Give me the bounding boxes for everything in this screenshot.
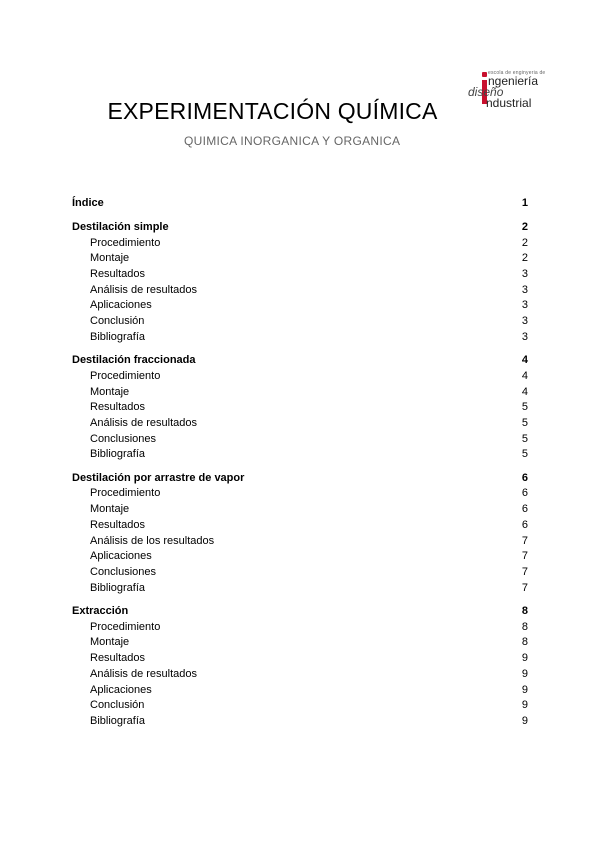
toc-subsection-label: Resultados — [90, 652, 146, 665]
toc-subsection-label: Resultados — [90, 518, 146, 531]
toc-subsection-label: Conclusiones — [90, 565, 157, 578]
toc-subsection-entry[interactable] — [72, 502, 528, 518]
toc-section-page: 4 — [521, 353, 528, 366]
toc-subsection-page: 3 — [521, 314, 528, 327]
toc-subsection-entry[interactable] — [72, 447, 528, 463]
toc-subsection-page: 8 — [521, 620, 528, 633]
toc-subsection-entry[interactable] — [72, 267, 528, 283]
toc-subsection-page: 2 — [521, 236, 528, 249]
toc-section-label: Destilación fraccionada — [72, 353, 196, 366]
toc-subsection-label: Resultados — [90, 267, 146, 280]
toc-subsection-label: Análisis de resultados — [90, 416, 198, 429]
toc-subsection-entry[interactable] — [72, 330, 528, 346]
toc-subsection-page: 3 — [521, 283, 528, 296]
toc-subsection-page: 7 — [521, 565, 528, 578]
toc-subsection-entry[interactable] — [72, 236, 528, 252]
toc-entry-page: 1 — [521, 197, 528, 210]
toc-subsection-entry[interactable] — [72, 518, 528, 534]
logo-word-industrial: ndustrial — [486, 96, 532, 110]
toc-subsection-entry[interactable] — [72, 432, 528, 448]
toc-subsection-entry[interactable] — [72, 683, 528, 699]
toc-subsection-label: Resultados — [90, 401, 146, 414]
toc-subsection-label: Montaje — [90, 636, 130, 649]
toc-section-entry[interactable] — [72, 604, 528, 620]
toc-subsection-entry[interactable] — [72, 416, 528, 432]
toc-section-entry[interactable] — [72, 353, 528, 369]
toc-subsection-page: 8 — [521, 636, 528, 649]
toc-subsection-label: Conclusión — [90, 699, 145, 712]
toc-subsection-label: Montaje — [90, 252, 130, 265]
toc-subsection-page: 9 — [521, 699, 528, 712]
toc-subsection-page: 5 — [521, 448, 528, 461]
toc-subsection-page: 4 — [521, 385, 528, 398]
table-of-contents — [72, 196, 528, 730]
toc-subsection-label: Bibliografía — [90, 714, 146, 727]
toc-subsection-label: Análisis de los resultados — [90, 534, 215, 547]
toc-subsection-entry[interactable] — [72, 635, 528, 651]
toc-subsection-page: 6 — [521, 503, 528, 516]
toc-subsection-page: 5 — [521, 416, 528, 429]
toc-section-entry[interactable] — [72, 470, 528, 486]
toc-subsection-page: 7 — [521, 534, 528, 547]
section-spacer — [72, 596, 528, 604]
toc-subsection-label: Aplicaciones — [90, 683, 152, 696]
toc-subsection-page: 6 — [521, 518, 528, 531]
toc-entry-label: Índice — [72, 197, 104, 210]
toc-subsection-label: Procedimiento — [90, 236, 161, 249]
section-spacer — [72, 463, 528, 471]
toc-subsection-label: Montaje — [90, 503, 130, 516]
toc-subsection-label: Procedimiento — [90, 620, 161, 633]
toc-subsection-entry[interactable] — [72, 667, 528, 683]
toc-subsection-page: 7 — [521, 581, 528, 594]
section-spacer — [72, 345, 528, 353]
toc-subsection-entry[interactable] — [72, 714, 528, 730]
toc-subsection-entry[interactable] — [72, 369, 528, 385]
toc-subsection-page: 4 — [521, 369, 528, 382]
toc-subsection-entry[interactable] — [72, 620, 528, 636]
toc-section-label: Extracción — [72, 604, 129, 617]
toc-subsection-page: 6 — [521, 487, 528, 500]
toc-subsection-entry[interactable] — [72, 251, 528, 267]
toc-subsection-page: 5 — [521, 401, 528, 414]
toc-subsection-entry[interactable] — [72, 298, 528, 314]
toc-subsection-label: Bibliografía — [90, 581, 146, 594]
toc-subsection-page: 3 — [521, 330, 528, 343]
toc-subsection-page: 7 — [521, 550, 528, 563]
toc-subsection-label: Procedimiento — [90, 369, 161, 382]
toc-subsection-page: 9 — [521, 714, 528, 727]
toc-subsection-label: Conclusiones — [90, 432, 157, 445]
toc-sections — [72, 212, 528, 730]
toc-subsection-entry[interactable] — [72, 283, 528, 299]
toc-subsection-entry[interactable] — [72, 651, 528, 667]
toc-subsection-label: Procedimiento — [90, 487, 161, 500]
toc-section-page: 6 — [521, 471, 528, 484]
toc-section-page: 2 — [521, 220, 528, 233]
toc-subsection-label: Aplicaciones — [90, 299, 152, 312]
toc-subsection-entry[interactable] — [72, 549, 528, 565]
section-spacer — [72, 212, 528, 220]
toc-subsection-label: Análisis de resultados — [90, 283, 198, 296]
toc-subsection-page: 3 — [521, 267, 528, 280]
toc-section-label: Destilación simple — [72, 220, 169, 233]
toc-subsection-page: 2 — [521, 252, 528, 265]
toc-subsection-entry[interactable] — [72, 486, 528, 502]
toc-subsection-entry[interactable] — [72, 400, 528, 416]
toc-subsection-entry[interactable] — [72, 581, 528, 597]
toc-subsection-page: 9 — [521, 683, 528, 696]
document-subtitle: QUIMICA INORGANICA Y ORGANICA — [184, 134, 401, 148]
toc-index-entry[interactable] — [72, 196, 528, 212]
toc-subsection-page: 9 — [521, 652, 528, 665]
toc-subsection-label: Conclusión — [90, 314, 145, 327]
toc-subsection-entry[interactable] — [72, 314, 528, 330]
document-title: EXPERIMENTACIÓN QUÍMICA — [107, 98, 438, 124]
toc-subsection-label: Aplicaciones — [90, 550, 152, 563]
toc-section-entry[interactable] — [72, 220, 528, 236]
logo-word-ingenieria: ngeniería — [488, 74, 539, 88]
toc-subsection-page: 3 — [521, 299, 528, 312]
toc-subsection-entry[interactable] — [72, 565, 528, 581]
toc-subsection-entry[interactable] — [72, 385, 528, 401]
toc-subsection-page: 9 — [521, 667, 528, 680]
logo-word-diseno: diseño — [468, 85, 504, 99]
toc-subsection-label: Montaje — [90, 385, 130, 398]
toc-subsection-page: 5 — [521, 432, 528, 445]
toc-section-label: Destilación por arrastre de vapor — [72, 471, 245, 484]
toc-subsection-label: Análisis de resultados — [90, 667, 198, 680]
logo-tagline: escola de enginyeria de — [488, 70, 546, 76]
toc-subsection-entry[interactable] — [72, 534, 528, 550]
toc-subsection-entry[interactable] — [72, 698, 528, 714]
toc-subsection-label: Bibliografía — [90, 330, 146, 343]
toc-subsection-label: Bibliografía — [90, 448, 146, 461]
toc-section-page: 8 — [521, 604, 528, 617]
